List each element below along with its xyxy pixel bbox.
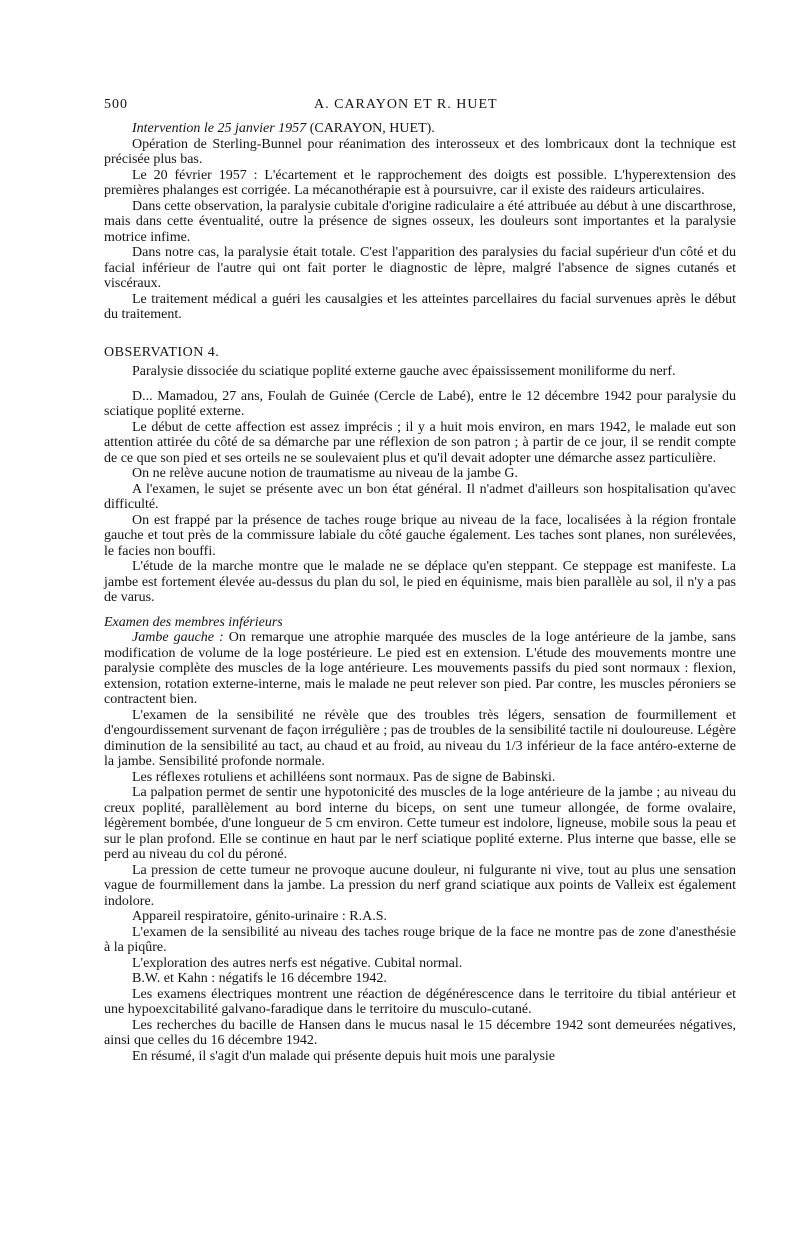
intervention-line xyxy=(104,121,736,137)
paragraph: Dans notre cas, la paralysie était totale. C'est l'apparition des paralysies du facial supérieur d'un côté et du facial inférieur de l'autre qui ont fait porter le diagnostic de lèpre, malgré l'absence de signes cutanés et viscéraux. xyxy=(104,245,736,291)
paragraph: La palpation permet de sentir une hypotonicité des muscles de la loge antérieure de la jambe ; au niveau du creux poplité, parallèlement au bord interne du biceps, on sent une tumeur allongée, de forme ovalaire, légèrement bombée, d'une longueur de 5 cm environ. Cette tumeur est indolore, ligneuse, mobile sous la peau et sur le plan profond. Elle se continue en haut par le nerf sciatique poplité externe. Plus interne que basse, elle se perd au niveau du col du péroné. xyxy=(104,785,736,862)
paragraph: Dans cette observation, la paralysie cubitale d'origine radiculaire a été attribuée au début à une discarthrose, mais dans cette éventualité, outre la présence de signes osseux, les douleurs sont importantes et la paralysie motrice infime. xyxy=(104,198,736,245)
exam-heading: Examen des membres inférieurs xyxy=(104,614,283,630)
paragraph: Les réflexes rotuliens et achilléens sont normaux. Pas de signe de Babinski. xyxy=(132,769,556,785)
jambe-label: Jambe gauche : xyxy=(132,630,224,645)
paragraph: En résumé, il s'agit d'un malade qui présente depuis huit mois une paralysie xyxy=(132,1048,556,1064)
paragraph: Le début de cette affection est assez imprécis ; il y a huit mois environ, en mars 1942, le malade eut son attention attirée du côté de sa démarche par une réflexion de son patron ; à partir de ce jour, il se rendit compte de ce que son pied et ses orteils ne se soulevaient plus et qu'il devait adopter une démarche assez particulière. xyxy=(104,419,736,466)
observation-heading: OBSERVATION 4. xyxy=(104,344,220,360)
paragraph: A l'examen, le sujet se présente avec un bon état général. Il n'admet d'ailleurs son hospitalisation qu'avec difficulté. xyxy=(104,481,736,512)
paragraph: Le 20 février 1957 : L'écartement et le rapprochement des doigts est possible. L'hyperextension des premières phalanges est corrigée. La mécanothérapie est à poursuivre, car il existe des raideurs articulaires. xyxy=(104,167,736,198)
page xyxy=(104,97,736,1064)
jambe-text: On remarque une atrophie marquée des muscles de la loge antérieure de la jambe, sans modification de volume de la loge postérieure. Le pied est en extension. L'étude des mouvements montre une paralysie complète des muscles de la loge antérieure. Les mouvements passifs du pied sont normaux : flexion, extension, rotation externe-interne, mais le malade ne peut relever son pied. Par contre, les muscles péroniers se contractent bien. xyxy=(104,630,737,707)
document-body xyxy=(104,121,736,1064)
page-header xyxy=(104,97,736,121)
intervention-authors: (CARAYON, HUET). xyxy=(309,121,435,136)
paragraph: Opération de Sterling-Bunnel pour réanimation des interosseux et des lombricaux dont la technique est précisée plus bas. xyxy=(104,136,736,167)
observation-subtitle: Paralysie dissociée du sciatique poplité externe gauche avec épaississement moniliforme du nerf. xyxy=(132,364,676,379)
paragraph: Les examens électriques montrent une réaction de dégénérescence dans le territoire du tibial antérieur et une hypoexcitabilité galvano-faradique dans le territoire du musculo-cutané. xyxy=(104,986,736,1017)
paragraph: D... Mamadou, 27 ans, Foulah de Guinée (Cercle de Labé), entre le 12 décembre 1942 pour paralysie du sciatique poplité externe. xyxy=(104,388,736,419)
paragraph: Appareil respiratoire, génito-urinaire : R.A.S. xyxy=(132,909,388,924)
paragraph: On ne relève aucune notion de traumatisme au niveau de la jambe G. xyxy=(132,466,519,481)
paragraph: L'examen de la sensibilité ne révèle que des troubles très légers, sensation de fourmillement et d'engourdissement survenant de façon irrégulière ; pas de troubles de la sensibilité tactile ni douloureuse. Légère diminution de la sensibilité au tact, au chaud et au froid, au niveau du 1/3 inférieur de la face antéro-externe de la jambe. Sensibilité profonde normale. xyxy=(104,707,736,769)
paragraph: On est frappé par la présence de taches rouge brique au niveau de la face, localisées à la région frontale gauche et tout près de la commissure labiale du côté gauche également. Les taches sont planes, non surélevées, le facies non bouffi. xyxy=(104,512,736,559)
paragraph: B.W. et Kahn : négatifs le 16 décembre 1942. xyxy=(132,971,387,986)
intervention-title: Intervention le 25 janvier 1957 xyxy=(132,121,307,136)
paragraph: La pression de cette tumeur ne provoque aucune douleur, ni fulgurante ni vive, tout au plus une sensation vague de fourmillement dans la jambe. La pression du nerf grand sciatique aux points de Valleix est également indolore. xyxy=(104,862,736,909)
page-number: 500 xyxy=(104,97,128,112)
running-head: A. CARAYON ET R. HUET xyxy=(314,97,498,112)
paragraph: L'examen de la sensibilité au niveau des taches rouge brique de la face ne montre pas de zone d'anesthésie à la piqûre. xyxy=(104,924,736,955)
paragraph: L'étude de la marche montre que le malade ne se déplace qu'en steppant. Ce steppage est manifeste. La jambe est fortement élevée au-dessus du plan du sol, le pied en équinisme, mais bien parallèle au sol, il n'y a pas de varus. xyxy=(104,559,736,605)
paragraph: Les recherches du bacille de Hansen dans le mucus nasal le 15 décembre 1942 sont demeurées négatives, ainsi que celles du 16 décembre 1942. xyxy=(104,1017,736,1048)
jambe-paragraph xyxy=(104,630,736,708)
paragraph: L'exploration des autres nerfs est négative. Cubital normal. xyxy=(132,955,463,971)
paragraph: Le traitement médical a guéri les causalgies et les atteintes parcellaires du facial survenues après le début du traitement. xyxy=(104,291,736,322)
